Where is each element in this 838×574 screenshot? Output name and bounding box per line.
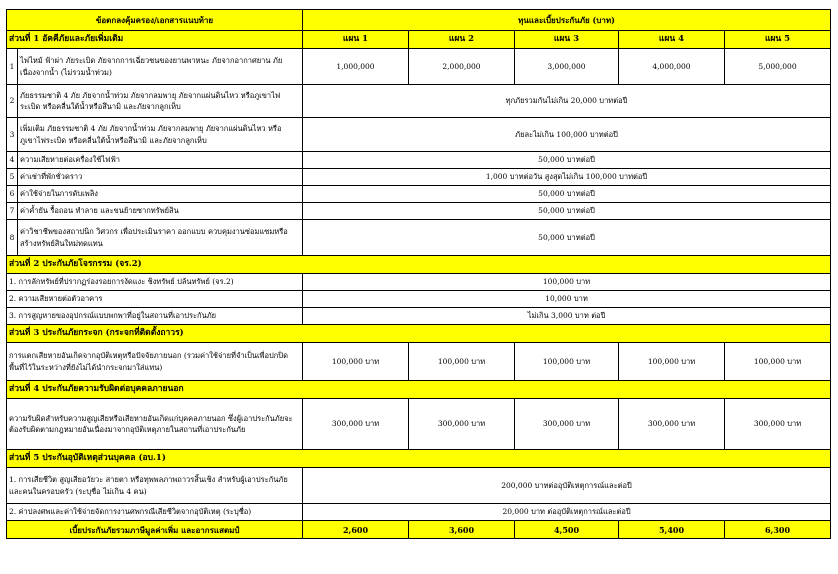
- row-number: 1: [7, 49, 18, 85]
- section1-title: ส่วนที่ 1 อัคคีภัยและภัยเพิ่มเติม: [7, 31, 303, 49]
- section5-title: ส่วนที่ 5 ประกันอุบัติเหตุส่วนบุคคล (อบ.1): [7, 450, 831, 468]
- plan-2-value: 100,000 บาท: [409, 343, 515, 381]
- plan-3-value: 300,000 บาท: [515, 399, 619, 450]
- plan-2-value: 2,000,000: [409, 49, 515, 85]
- plan-5-value: 100,000 บาท: [725, 343, 831, 381]
- table-row: [7, 308, 831, 325]
- merged-value: 200,000 บาทต่ออุบัติเหตุการณ์และต่อปี: [303, 468, 831, 504]
- plan-5-premium: 6,300: [725, 521, 831, 539]
- row-description: เพิ่มเติม ภัยธรรมชาติ 4 ภัย ภัยจากน้ำท่วม ภัยจากลมพายุ ภัยจากแผ่นดินไหว หรือภูเขาไฟระเบิด หรือคลื่นใต้น้ำหรือสึนามิ และภัยจากลูกเห็บ: [18, 118, 303, 152]
- row-description: ความรับผิดสำหรับความสูญเสียหรือเสียหายอันเกิดแก่บุคคลภายนอก ซึ่งผู้เอาประกันภัยจะต้องรับผิดตามกฎหมายอันเนื่องมาจากอุบัติเหตุภายในสถานที่เอาประกันภัย: [7, 399, 303, 450]
- coverage-header: ข้อตกลงคุ้มครอง/เอกสารแนบท้าย: [7, 10, 303, 31]
- sum-header: ทุนและเบี้ยประกันภัย (บาท): [303, 10, 831, 31]
- table-row: [7, 152, 831, 169]
- row-description: 1. การเสียชีวิต สูญเสียอวัยวะ สายตา หรือทุพพลภาพถาวรสิ้นเชิง สำหรับผู้เอาประกันภัยและคนในครอบครัว (ระบุชื่อ ไม่เกิน 4 คน): [7, 468, 303, 504]
- row-number: 5: [7, 169, 18, 186]
- plan-2-value: 300,000 บาท: [409, 399, 515, 450]
- merged-value: 1,000 บาทต่อวัน สูงสุดไม่เกิน 100,000 บาทต่อปี: [303, 169, 831, 186]
- plan-4-value: 4,000,000: [619, 49, 725, 85]
- plan-1-value: 1,000,000: [303, 49, 409, 85]
- table-row: [7, 49, 831, 85]
- table-row: [7, 468, 831, 504]
- plan-5-value: 300,000 บาท: [725, 399, 831, 450]
- section2-title: ส่วนที่ 2 ประกันภัยโจรกรรม (จร.2): [7, 256, 831, 274]
- row-description: ความเสียหายต่อเครื่องใช้ไฟฟ้า: [18, 152, 303, 169]
- premium-row: [7, 521, 831, 539]
- row-description: ค่าใช้จ่ายในการดับเพลิง: [18, 186, 303, 203]
- row-description: ค่าวิชาชีพของสถาปนิก วิศวกร เพื่อประเมินราคา ออกแบบ ควบคุมงานซ่อมแซมหรือสร้างทรัพย์สินใหม่ทดแทน: [18, 220, 303, 256]
- plan-1-header: แผน 1: [303, 31, 409, 49]
- merged-value: 50,000 บาทต่อปี: [303, 220, 831, 256]
- plan-1-premium: 2,600: [303, 521, 409, 539]
- table-row: [7, 274, 831, 291]
- row-number: 2: [7, 85, 18, 118]
- row-description: ค่าเช่าที่พักชั่วคราว: [18, 169, 303, 186]
- coverage-table-wrapper: [6, 9, 830, 539]
- coverage-table: [6, 9, 831, 539]
- merged-value: ภัยละไม่เกิน 100,000 บาทต่อปี: [303, 118, 831, 152]
- row-description: การแตกเสียหายอันเกิดจากอุบัติเหตุหรือปัจจัยภายนอก (รวมค่าใช้จ่ายที่จำเป็นเพื่อปกปิดพื้นที่ไว้ในระหว่างที่ยังไม่ได้นำกระจกมาใส่แทน): [7, 343, 303, 381]
- table-row: [7, 343, 831, 381]
- merged-value: ทุกภัยรวมกันไม่เกิน 20,000 บาทต่อปี: [303, 85, 831, 118]
- section3-title: ส่วนที่ 3 ประกันภัยกระจก (กระจกที่ติดตั้งถาวร): [7, 325, 831, 343]
- row-description: 1. การลักทรัพย์ที่ปรากฏร่องรอยการงัดแงะ ชิงทรัพย์ ปล้นทรัพย์ (จร.2): [7, 274, 303, 291]
- table-row: [7, 220, 831, 256]
- merged-value: 100,000 บาท: [303, 274, 831, 291]
- plan-4-value: 100,000 บาท: [619, 343, 725, 381]
- row-number: 7: [7, 203, 18, 220]
- plan-3-value: 3,000,000: [515, 49, 619, 85]
- section3-header-row: [7, 325, 831, 343]
- section4-title: ส่วนที่ 4 ประกันภัยความรับผิดต่อบุคคลภายนอก: [7, 381, 831, 399]
- section2-header-row: [7, 256, 831, 274]
- merged-value: 50,000 บาทต่อปี: [303, 152, 831, 169]
- row-number: 3: [7, 118, 18, 152]
- section1-header-row: [7, 31, 831, 49]
- table-row: [7, 203, 831, 220]
- header-row: [7, 10, 831, 31]
- plan-3-header: แผน 3: [515, 31, 619, 49]
- plan-2-premium: 3,600: [409, 521, 515, 539]
- plan-5-value: 5,000,000: [725, 49, 831, 85]
- merged-value: 10,000 บาท: [303, 291, 831, 308]
- row-description: 3. การสูญหายของอุปกรณ์แบบพกพาที่อยู่ในสถานที่เอาประกันภัย: [7, 308, 303, 325]
- row-number: 6: [7, 186, 18, 203]
- premium-label: เบี้ยประกันภัยรวมภาษีมูลค่าเพิ่ม และอากรแสตมป์: [7, 521, 303, 539]
- table-row: [7, 291, 831, 308]
- table-row: [7, 85, 831, 118]
- plan-3-value: 100,000 บาท: [515, 343, 619, 381]
- row-description: ภัยธรรมชาติ 4 ภัย ภัยจากน้ำท่วม ภัยจากลมพายุ ภัยจากแผ่นดินไหว หรือภูเขาไฟระเบิด หรือคลื่นใต้น้ำหรือสึนามิ และภัยจากลูกเห็บ: [18, 85, 303, 118]
- row-number: 4: [7, 152, 18, 169]
- plan-2-header: แผน 2: [409, 31, 515, 49]
- row-number: 8: [7, 220, 18, 256]
- table-row: [7, 169, 831, 186]
- table-row: [7, 399, 831, 450]
- merged-value: ไม่เกิน 3,000 บาท ต่อปี: [303, 308, 831, 325]
- row-description: 2. ค่าปลงศพและค่าใช้จ่ายจัดการงานศพกรณีเสียชีวิตจากอุบัติเหตุ (ระบุชื่อ): [7, 504, 303, 521]
- table-row: [7, 504, 831, 521]
- row-description: ไฟไหม้ ฟ้าผ่า ภัยระเบิด ภัยจากการเฉี่ยวชนของยานพาหนะ ภัยจากอากาศยาน ภัยเนื่องจากน้ำ (ไม่รวมน้ำท่วม): [18, 49, 303, 85]
- plan-5-header: แผน 5: [725, 31, 831, 49]
- plan-4-premium: 5,400: [619, 521, 725, 539]
- row-description: 2. ความเสียหายต่อตัวอาคาร: [7, 291, 303, 308]
- merged-value: 50,000 บาทต่อปี: [303, 186, 831, 203]
- section4-header-row: [7, 381, 831, 399]
- plan-4-header: แผน 4: [619, 31, 725, 49]
- plan-1-value: 100,000 บาท: [303, 343, 409, 381]
- section5-header-row: [7, 450, 831, 468]
- table-row: [7, 186, 831, 203]
- plan-3-premium: 4,500: [515, 521, 619, 539]
- merged-value: 20,000 บาท ต่ออุบัติเหตุการณ์และต่อปี: [303, 504, 831, 521]
- merged-value: 50,000 บาทต่อปี: [303, 203, 831, 220]
- plan-4-value: 300,000 บาท: [619, 399, 725, 450]
- plan-1-value: 300,000 บาท: [303, 399, 409, 450]
- row-description: ค่าค้ำยัน รื้อถอน ทำลาย และขนย้ายซากทรัพย์สิน: [18, 203, 303, 220]
- table-row: [7, 118, 831, 152]
